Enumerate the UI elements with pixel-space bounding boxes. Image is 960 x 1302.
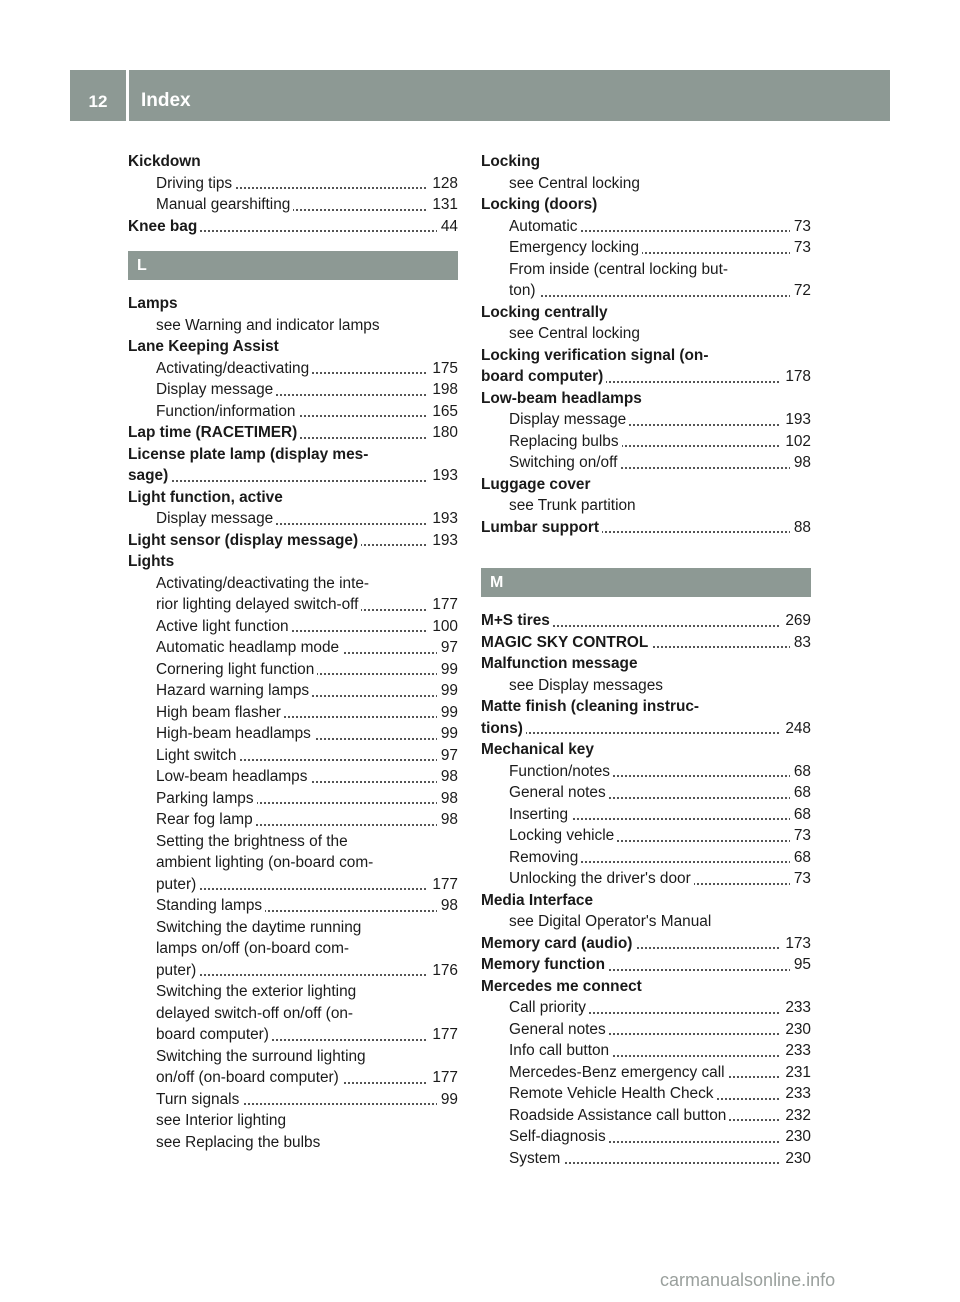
entry-text: License plate lamp (display mes-: [128, 446, 371, 463]
index-entry: [481, 216, 811, 238]
entry-list: [481, 151, 811, 538]
index-entry: [481, 868, 811, 890]
entry-text: Malfunction message: [481, 655, 641, 672]
index-heading: [481, 259, 811, 281]
entry-text: see Central locking: [509, 175, 643, 192]
entry-text: Matte finish (cleaning instruc-: [481, 698, 702, 715]
entry-text: Knee bag: [128, 218, 200, 235]
entry-text: Lane Keeping Assist: [128, 338, 282, 355]
entry-text: see Digital Operator's Manual: [509, 913, 714, 930]
page-ref: 73: [790, 825, 811, 847]
entry-text: ambient lighting (on-board com-: [156, 854, 376, 871]
page-ref: 68: [790, 782, 811, 804]
index-entry: [481, 718, 811, 740]
index-entry: [481, 610, 811, 632]
entry-text: Standing lamps: [156, 897, 265, 914]
entry-text: see Interior lighting: [156, 1112, 289, 1129]
dot-leader: [128, 480, 458, 482]
page-ref: 99: [437, 723, 458, 745]
index-entry: [128, 788, 458, 810]
entry-text: Emergency locking: [509, 239, 642, 256]
entry-list: [481, 610, 811, 1169]
index-heading: [481, 653, 811, 675]
index-entry: [481, 804, 811, 826]
page-ref: 97: [437, 745, 458, 767]
index-entry: [481, 847, 811, 869]
page-ref: 99: [437, 702, 458, 724]
entry-text: see Central locking: [509, 325, 643, 342]
entry-text: Locking verification signal (on-: [481, 347, 711, 364]
page-ref: 177: [428, 874, 458, 896]
page-ref: 98: [437, 809, 458, 831]
entry-text: Low-beam headlamps: [481, 390, 645, 407]
entry-text: Media Interface: [481, 892, 596, 909]
index-entry: [128, 173, 458, 195]
page-ref: 102: [781, 431, 811, 453]
page-ref: 95: [790, 954, 811, 976]
page-ref: 165: [428, 401, 458, 423]
entry-text: Self-diagnosis: [509, 1128, 609, 1145]
dot-leader: [156, 974, 458, 976]
entry-text: Activating/deactivating: [156, 360, 312, 377]
page-ref: 248: [781, 718, 811, 740]
entry-text: Function/notes: [509, 763, 613, 780]
page-header-bar: [70, 70, 890, 121]
entry-text: From inside (central locking but-: [509, 261, 731, 278]
index-entry: [481, 517, 811, 539]
entry-text: Automatic: [509, 218, 580, 235]
page-ref: 233: [781, 1040, 811, 1062]
index-entry: [128, 508, 458, 530]
index-column-right: [481, 151, 811, 1169]
index-entry: [481, 954, 811, 976]
entry-list: [128, 293, 458, 1153]
page-number: 12: [88, 92, 108, 111]
page-ref: 198: [428, 379, 458, 401]
index-entry: [128, 1089, 458, 1111]
index-heading: [481, 194, 811, 216]
index-heading: [128, 336, 458, 358]
index-entry: [481, 1083, 811, 1105]
index-entry: [481, 280, 811, 302]
entry-text: High-beam headlamps: [156, 725, 314, 742]
dot-leader: [509, 295, 811, 297]
entry-text: Setting the brightness of the: [156, 833, 351, 850]
entry-text: Display message: [509, 411, 629, 428]
page-ref: 176: [428, 960, 458, 982]
entry-text: Replacing bulbs: [509, 433, 622, 450]
index-heading: [128, 938, 458, 960]
entry-text: on/off (on-board computer): [156, 1069, 342, 1086]
entry-text: Light function, active: [128, 489, 286, 506]
index-entry: [481, 761, 811, 783]
entry-text: tions): [481, 720, 526, 737]
entry-text: Rear fog lamp: [156, 811, 256, 828]
entry-text: puter): [156, 962, 199, 979]
entry-text: Driving tips: [156, 175, 235, 192]
entry-text: Cornering light function: [156, 661, 317, 678]
page-ref: 178: [781, 366, 811, 388]
entry-text: Mercedes-Benz emergency call: [509, 1064, 728, 1081]
index-entry: [128, 809, 458, 831]
entry-text: Inserting: [509, 806, 571, 823]
page-ref: 177: [428, 1067, 458, 1089]
index-heading: [481, 302, 811, 324]
index-heading: [481, 151, 811, 173]
index-entry: [481, 1105, 811, 1127]
index-entry: [481, 782, 811, 804]
index-entry: [128, 659, 458, 681]
page-ref: 193: [428, 530, 458, 552]
entry-text: sage): [128, 467, 171, 484]
entry-text: see Replacing the bulbs: [156, 1134, 323, 1151]
page-title: Index: [141, 90, 191, 111]
entry-text: Hazard warning lamps: [156, 682, 312, 699]
index-entry: [481, 997, 811, 1019]
entry-list: [128, 151, 458, 237]
page-ref: 173: [781, 933, 811, 955]
entry-text: puter): [156, 876, 199, 893]
entry-text: Automatic headlamp mode: [156, 639, 342, 656]
index-heading: [128, 1003, 458, 1025]
entry-text: High beam flasher: [156, 704, 284, 721]
page-ref: 44: [437, 216, 458, 238]
entry-text: see Warning and indicator lamps: [156, 317, 383, 334]
dot-leader: [156, 888, 458, 890]
entry-text: Locking: [481, 153, 543, 170]
index-entry: [481, 366, 811, 388]
entry-text: Call priority: [509, 999, 589, 1016]
page-ref: 233: [781, 997, 811, 1019]
entry-text: Display message: [156, 381, 276, 398]
entry-text: Active light function: [156, 618, 292, 635]
index-entry: [128, 702, 458, 724]
entry-text: Unlocking the driver's door: [509, 870, 694, 887]
entry-text: rior lighting delayed switch-off: [156, 596, 361, 613]
index-entry: [128, 401, 458, 423]
entry-text: Kickdown: [128, 153, 204, 170]
entry-text: Roadside Assistance call button: [509, 1107, 729, 1124]
page-ref: 100: [428, 616, 458, 638]
page-ref: 99: [437, 680, 458, 702]
index-entry: [128, 960, 458, 982]
index-entry: [128, 422, 458, 444]
index-heading: [481, 173, 811, 195]
entry-text: Remote Vehicle Health Check: [509, 1085, 716, 1102]
index-heading: [481, 976, 811, 998]
page-ref: 98: [437, 788, 458, 810]
entry-text: Display message: [156, 510, 276, 527]
page-ref: 98: [437, 895, 458, 917]
index-heading: [128, 151, 458, 173]
index-heading: [481, 323, 811, 345]
page-ref: 99: [437, 1089, 458, 1111]
entry-text: Manual gearshifting: [156, 196, 293, 213]
entry-text: Activating/deactivating the inte-: [156, 575, 372, 592]
entry-text: Locking (doors): [481, 196, 600, 213]
entry-text: Light switch: [156, 747, 239, 764]
index-entry: [128, 379, 458, 401]
index-entry: [128, 594, 458, 616]
index-entry: [481, 632, 811, 654]
index-entry: [128, 194, 458, 216]
index-entry: [481, 825, 811, 847]
entry-text: Mechanical key: [481, 741, 597, 758]
entry-text: MAGIC SKY CONTROL: [481, 634, 651, 651]
page-ref: 83: [790, 632, 811, 654]
index-column-left: [128, 151, 458, 1153]
index-heading: [481, 890, 811, 912]
page-ref: 177: [428, 1024, 458, 1046]
index-heading: [481, 675, 811, 697]
index-heading: [481, 474, 811, 496]
index-entry: [128, 358, 458, 380]
entry-text: General notes: [509, 1021, 609, 1038]
entry-text: Luggage cover: [481, 476, 593, 493]
entry-text: ton): [509, 282, 539, 299]
entry-text: board computer): [156, 1026, 272, 1043]
page-ref: 231: [781, 1062, 811, 1084]
page-ref: 177: [428, 594, 458, 616]
page-ref: 97: [437, 637, 458, 659]
page-ref: 73: [790, 216, 811, 238]
page-ref: 98: [437, 766, 458, 788]
index-entry: [128, 216, 458, 238]
entry-text: M+S tires: [481, 612, 553, 629]
index-entry: [128, 680, 458, 702]
entry-text: Function/information: [156, 403, 298, 420]
index-entry: [481, 933, 811, 955]
index-entry: [128, 616, 458, 638]
index-entry: [481, 431, 811, 453]
index-heading: [128, 1132, 458, 1154]
index-heading: [481, 495, 811, 517]
index-heading: [481, 911, 811, 933]
index-entry: [128, 465, 458, 487]
page-ref: 193: [428, 508, 458, 530]
index-heading: [128, 444, 458, 466]
page-ref: 72: [790, 280, 811, 302]
index-entry: [128, 530, 458, 552]
page-ref: 230: [781, 1019, 811, 1041]
index-entry: [481, 1148, 811, 1170]
page-ref: 269: [781, 610, 811, 632]
entry-text: Memory function: [481, 956, 608, 973]
entry-text: Mercedes me connect: [481, 978, 645, 995]
index-entry: [481, 1019, 811, 1041]
page-ref: 68: [790, 804, 811, 826]
index-entry: [128, 723, 458, 745]
index-entry: [481, 1040, 811, 1062]
page-ref: 131: [428, 194, 458, 216]
page-ref: 68: [790, 761, 811, 783]
watermark: carmanualsonline.info: [660, 1270, 836, 1290]
index-heading: [128, 487, 458, 509]
entry-text: Turn signals: [156, 1091, 242, 1108]
page-ref: 232: [781, 1105, 811, 1127]
index-entry: [481, 409, 811, 431]
entry-text: delayed switch-off on/off (on-: [156, 1005, 356, 1022]
entry-text: Switching the exterior lighting: [156, 983, 359, 1000]
entry-text: Switching the daytime running: [156, 919, 364, 936]
entry-text: Low-beam headlamps: [156, 768, 310, 785]
index-heading: [128, 852, 458, 874]
entry-text: Locking centrally: [481, 304, 611, 321]
entry-text: Light sensor (display message): [128, 532, 361, 549]
page-ref: 193: [781, 409, 811, 431]
entry-text: board computer): [481, 368, 606, 385]
entry-text: Info call button: [509, 1042, 612, 1059]
index-heading: [128, 315, 458, 337]
entry-text: System: [509, 1150, 563, 1167]
page-ref: 233: [781, 1083, 811, 1105]
index-entry: [481, 452, 811, 474]
entry-text: see Display messages: [509, 677, 666, 694]
index-heading: [128, 1046, 458, 1068]
dot-leader: [481, 732, 811, 734]
index-entry: [128, 1024, 458, 1046]
index-entry: [481, 237, 811, 259]
index-entry: [128, 745, 458, 767]
entry-text: Memory card (audio): [481, 935, 635, 952]
page-ref: 99: [437, 659, 458, 681]
index-entry: [481, 1126, 811, 1148]
index-heading: [128, 1110, 458, 1132]
index-heading: [481, 696, 811, 718]
index-entry: [128, 637, 458, 659]
page-ref: 230: [781, 1126, 811, 1148]
entry-text: see Trunk partition: [509, 497, 639, 514]
entry-text: Parking lamps: [156, 790, 257, 807]
page-ref: 230: [781, 1148, 811, 1170]
entry-text: lamps on/off (on-board com-: [156, 940, 352, 957]
index-heading: [128, 831, 458, 853]
index-heading: [481, 739, 811, 761]
page-ref: 128: [428, 173, 458, 195]
index-entry: [128, 874, 458, 896]
page-ref: 73: [790, 237, 811, 259]
index-entry: [128, 895, 458, 917]
index-heading: [128, 981, 458, 1003]
entry-text: Switching the surround lighting: [156, 1048, 369, 1065]
section-header-l: L: [128, 251, 458, 280]
header-divider: [126, 70, 129, 121]
index-heading: [481, 388, 811, 410]
entry-text: Lap time (RACETIMER): [128, 424, 300, 441]
entry-text: Switching on/off: [509, 454, 620, 471]
index-heading: [128, 293, 458, 315]
page-ref: 88: [790, 517, 811, 539]
index-heading: [481, 345, 811, 367]
index-heading: [128, 573, 458, 595]
entry-text: Locking vehicle: [509, 827, 617, 844]
index-heading: [128, 917, 458, 939]
index-entry: [481, 1062, 811, 1084]
page-ref: 175: [428, 358, 458, 380]
index-entry: [128, 1067, 458, 1089]
page-ref: 180: [428, 422, 458, 444]
index-heading: [128, 551, 458, 573]
page-ref: 193: [428, 465, 458, 487]
page-ref: 98: [790, 452, 811, 474]
entry-text: Lumbar support: [481, 519, 602, 536]
page-ref: 73: [790, 868, 811, 890]
section-header-m: M: [481, 568, 811, 597]
entry-text: Removing: [509, 849, 581, 866]
page-ref: 68: [790, 847, 811, 869]
index-entry: [128, 766, 458, 788]
entry-text: Lamps: [128, 295, 181, 312]
entry-text: General notes: [509, 784, 609, 801]
entry-text: Lights: [128, 553, 177, 570]
